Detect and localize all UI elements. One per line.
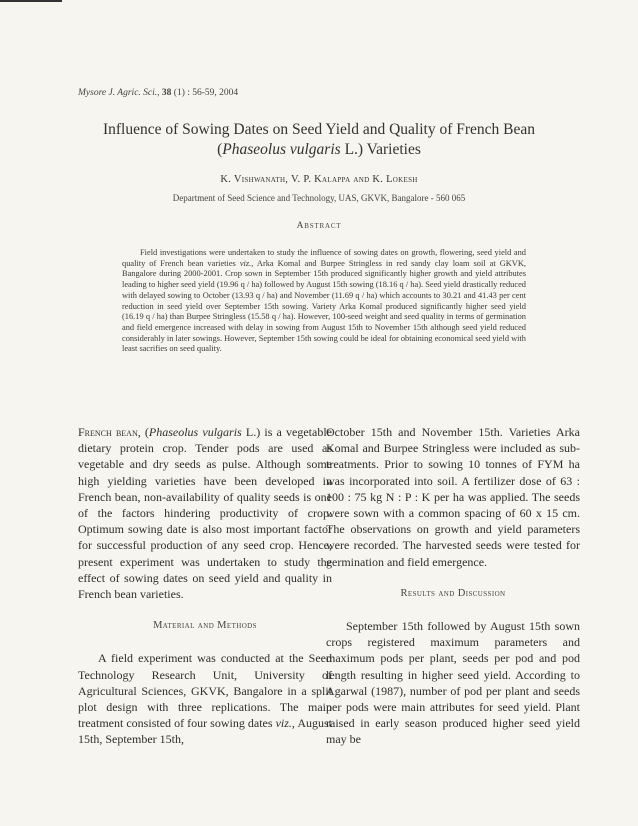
abstract-text-2: Arka Komal and Burpee Stringless in red sandy clay loam soil at GKVK, Bangalore during 2000-2001. Crop sown in September 15th produced significantly higher growth and yield attributes leading to higher seed yield (19.96 q / ha) followed by August 15th sowing (18.16 q / ha). Seed yield drastically reduced with delayed sowing to October (13.93 q / ha) and November (11.69 q / ha) which accounts to 30.21 and 41.43 per cent reduction in seed yield over September 15th sowing. Variety Arka Komal produced significantly higher seed yield (16.19 q / ha) than Burpee Stringless (15.58 q / ha). However, 100-seed weight and seed quality in terms of germination and field emergence increased with delay in sowing from August 15th to November 15th although seed yield reduced considerably in later sowings. However, September 15th sowing could be ideal for obtaining economical seed yield with least sacrifies on seed quality. xyxy=(122,258,526,354)
scan-edge-mark xyxy=(0,0,62,2)
title-open-paren: ( xyxy=(217,141,223,158)
title-line-2-end: L.) Varieties xyxy=(340,141,421,158)
methods-text-2: August 15th, September 15th, xyxy=(78,716,332,747)
journal-name: Mysore J. Agric. Sci., xyxy=(78,88,160,98)
results-paragraph: September 15th followed by August 15th sown crops registered maximum parameters and maximum pods per plant, seeds per pod and pod length resulting in higher seed yield. According to Agarwal (1987), number of pod per plant and seeds per pods were main attributes for seed yield. Plant raised in early season produced higher seed yield may be xyxy=(326,619,580,747)
affiliation: Department of Seed Science and Technology, UAS, GKVK, Bangalore - 560 065 xyxy=(172,193,466,203)
results-heading: Results and Discussion xyxy=(400,587,506,599)
intro-text: L.) is a vegetable dietary protein crop. Tender pods are used as vegetable and dry seeds as pulse. Although some high yielding varieties have been developed in French bean, non-availability of quality seeds is one of the factors hindering productivity of crop. Optimum sowing date is also most important factor for successful production of any seed crop. Hence, present experiment was undertaken to study the effect of sowing dates on seed yield and quality in French bean varieties. xyxy=(78,425,332,602)
right-column xyxy=(326,424,580,748)
methods-heading: Material and Methods xyxy=(153,620,257,632)
intro-species: Phaseolus vulgaris xyxy=(148,425,242,439)
title-species: Phaseolus vulgaris xyxy=(222,141,341,158)
intro-paragraph: French bean, (Phaseolus vulgaris L.) is a vegetable dietary protein crop. Tender pods are used as vegetable and dry seeds as pulse. Although some high yielding varieties have been developed in French bean, non-availability of quality seeds is one of the factors hindering productivity of crop. Optimum sowing date is also most important factor for successful production of any seed crop. Hence, present experiment was undertaken to study the effect of sowing dates on seed yield and quality in French bean varieties. xyxy=(78,425,332,602)
author-list: K. Vishwanath, V. P. Kalappa and K. Lokesh xyxy=(220,174,418,185)
methods-paragraph xyxy=(78,650,332,747)
methods-text-1: A field experiment was conducted at the Seed Technology Research Unit, University of Agricultural Sciences, GKVK, Bangalore in a split plot design with three replications. The main treatment consisted of four sowing dates xyxy=(78,651,332,731)
abstract-heading: Abstract xyxy=(296,221,342,231)
paper-title xyxy=(60,120,578,160)
journal-issue-pages: (1) : 56-59, 2004 xyxy=(173,88,239,98)
journal-reference xyxy=(78,88,238,98)
methods-viz: viz., xyxy=(275,716,295,731)
title-line-1: Influence of Sowing Dates on Seed Yield and Quality of French Bean xyxy=(102,121,536,138)
left-column xyxy=(78,424,332,748)
methods-continued-paragraph: October 15th and November 15th. Varieties Arka Komal and Burpee Stringless were included as sub-treatments. Prior to sowing 10 tonnes of FYM ha was incorporated into soil. A fertilizer dose of 63 : 100 : 75 kg N : P : K per ha was applied. The seeds were sown with a common spacing of 60 x 15 cm. The observations on growth and yield parameters were recorded. The harvested seeds were tested for germination and field emergence. xyxy=(326,425,580,569)
intro-lead: French bean, xyxy=(78,425,141,439)
abstract-viz: viz., xyxy=(239,258,254,268)
journal-volume: 38 xyxy=(161,88,172,98)
abstract-body xyxy=(122,248,526,355)
abstract-text-1: Field investigations were undertaken to study the influence of sowing dates on growth, flowering, seed yield and quality of French bean varieties xyxy=(122,248,526,268)
